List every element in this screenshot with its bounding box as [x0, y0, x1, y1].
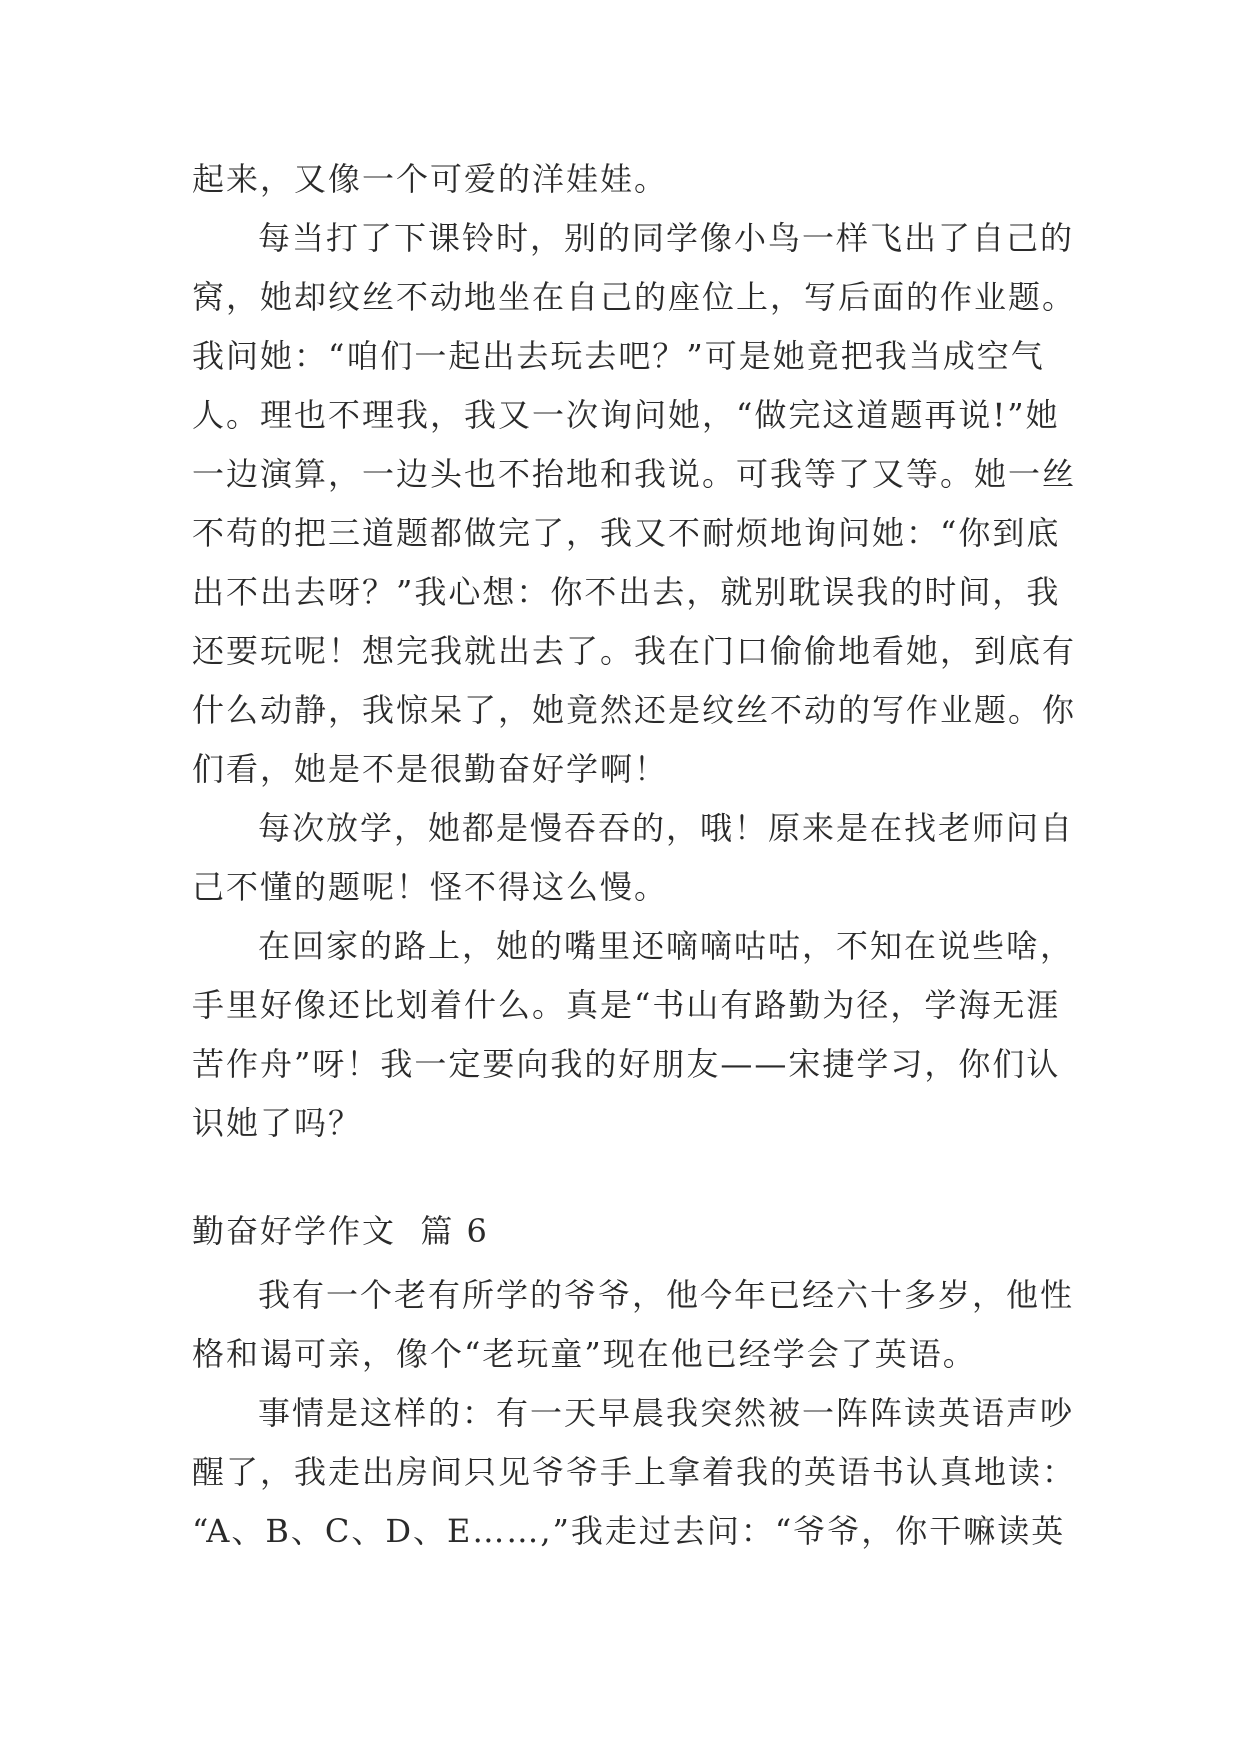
text-line: 还要玩呢！想完我就出去了。我在门口偷偷地看她，到底有 [192, 632, 1077, 670]
text-line: 己不懂的题呢！怪不得这么慢。 [192, 868, 669, 906]
text-line: 事情是这样的：有一天早晨我突然被一阵阵读英语声吵 [258, 1394, 1075, 1432]
essay-body-part1 [192, 150, 1077, 1153]
text-line: 醒了，我走出房间只见爷爷手上拿着我的英语书认真地读： [192, 1453, 1077, 1491]
section-heading: 勤奋好学作文 篇 6 [192, 1212, 489, 1250]
text-line: “A、B、C、D、E……,”我走过去问：“爷爷，你干嘛读英 [192, 1512, 1066, 1550]
text-line: 我问她：“咱们一起出去玩去吧？”可是她竟把我当成空气 [192, 337, 1045, 375]
text-line: 每当打了下课铃时，别的同学像小鸟一样飞出了自己的 [258, 219, 1075, 257]
text-line: 手里好像还比划着什么。真是“书山有路勤为径，学海无涯 [192, 986, 1061, 1024]
text-line: 每次放学，她都是慢吞吞的，哦！原来是在找老师问自 [258, 809, 1075, 847]
text-line: 人。理也不理我，我又一次询问她，“做完这道题再说!”她 [192, 396, 1060, 434]
text-line: 我有一个老有所学的爷爷，他今年已经六十多岁，他性 [258, 1276, 1075, 1314]
text-line: 识她了吗？ [192, 1104, 363, 1142]
text-line: 出不出去呀？”我心想：你不出去，就别耽误我的时间，我 [192, 573, 1061, 611]
text-line: 苦作舟”呀！我一定要向我的好朋友——宋捷学习，你们认 [192, 1045, 1061, 1083]
text-line: 格和谒可亲，像个“老玩童”现在他已经学会了英语。 [192, 1335, 977, 1373]
text-line: 们看，她是不是很勤奋好学啊！ [192, 750, 669, 788]
text-line: 不苟的把三道题都做完了，我又不耐烦地询问她：“你到底 [192, 514, 1061, 552]
text-line: 一边演算，一边头也不抬地和我说。可我等了又等。她一丝 [192, 455, 1077, 493]
text-line: 起来，又像一个可爱的洋娃娃。 [192, 160, 669, 198]
essay-body-part2 [192, 1266, 1077, 1561]
text-line: 在回家的路上，她的嘴里还嘀嘀咕咕，不知在说些啥， [258, 927, 1075, 965]
text-line: 什么动静，我惊呆了，她竟然还是纹丝不动的写作业题。你 [192, 691, 1077, 729]
text-line: 窝，她却纹丝不动地坐在自己的座位上，写后面的作业题。 [192, 278, 1077, 316]
